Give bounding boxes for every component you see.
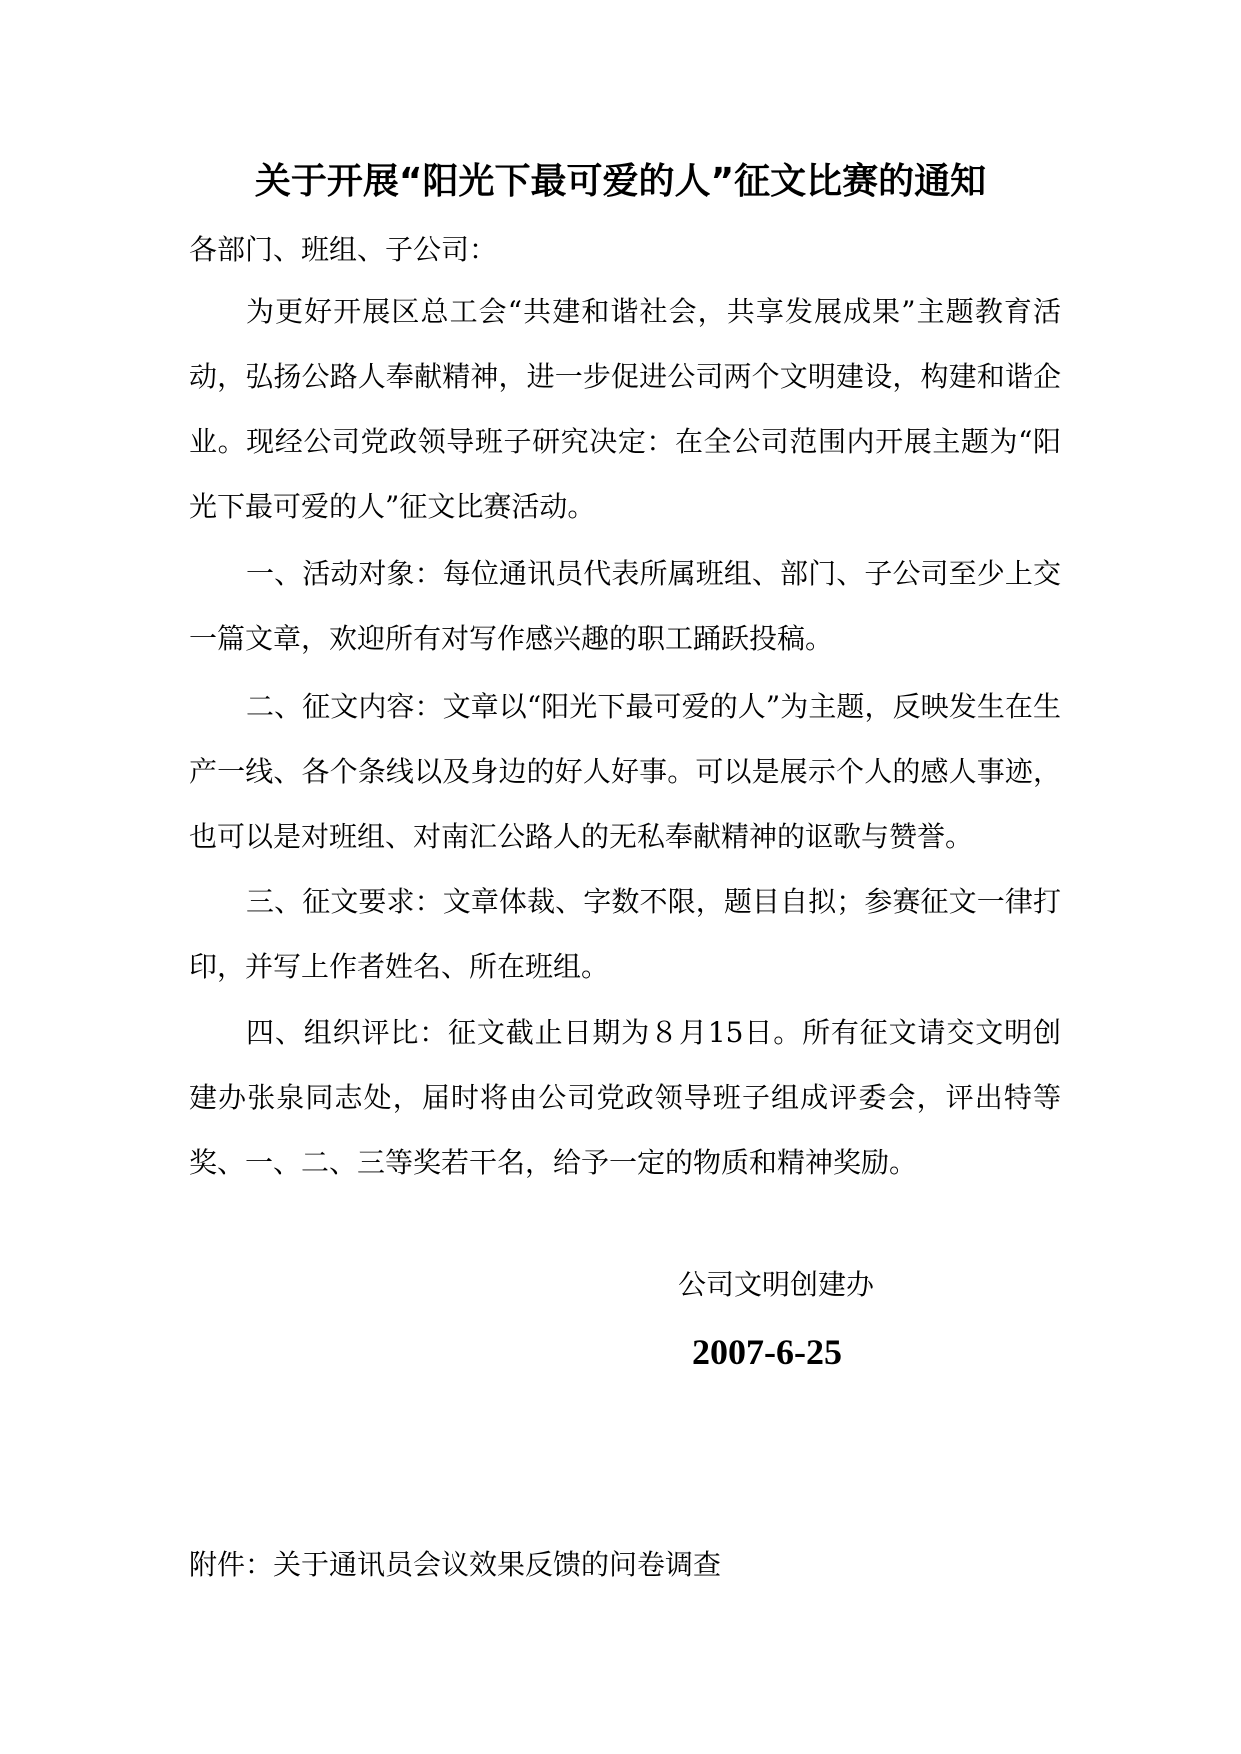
document-title: 关于开展“阳光下最可爱的人”征文比赛的通知	[254, 161, 987, 202]
issue-date: 2007-6-25	[692, 1332, 842, 1372]
signature: 公司文明创建办	[678, 1268, 875, 1301]
paragraph-participants: 一、活动对象：每位通讯员代表所属班组、部门、子公司至少上交一篇文章，欢迎所有对写作感兴趣的职工踊跃投稿。	[189, 557, 1061, 655]
paragraph-intro: 为更好开展区总工会“共建和谐社会，共享发展成果”主题教育活动，弘扬公路人奉献精神，进一步促进公司两个文明建设，构建和谐企业。现经公司党政领导班子研究决定：在全公司范围内开展主题为“阳光下最可爱的人”征文比赛活动。	[189, 295, 1061, 523]
paragraph-evaluation: 四、组织评比：征文截止日期为８月15日。所有征文请交文明创建办张泉同志处，届时将由公司党政领导班子组成评委会，评出特等奖、一、二、三等奖若干名，给予一定的物质和精神奖励。	[189, 1016, 1061, 1179]
attachment-note: 附件：关于通讯员会议效果反馈的问卷调查	[189, 1548, 722, 1581]
paragraph-requirements: 三、征文要求：文章体裁、字数不限，题目自拟；参赛征文一律打印，并写上作者姓名、所在班组。	[189, 885, 1061, 983]
paragraph-content: 二、征文内容：文章以“阳光下最可爱的人”为主题，反映发生在生产一线、各个条线以及身边的好人好事。可以是展示个人的感人事迹，也可以是对班组、对南汇公路人的无私奉献精神的讴歌与赞誉。	[189, 690, 1061, 853]
salutation: 各部门、班组、子公司：	[189, 233, 498, 266]
